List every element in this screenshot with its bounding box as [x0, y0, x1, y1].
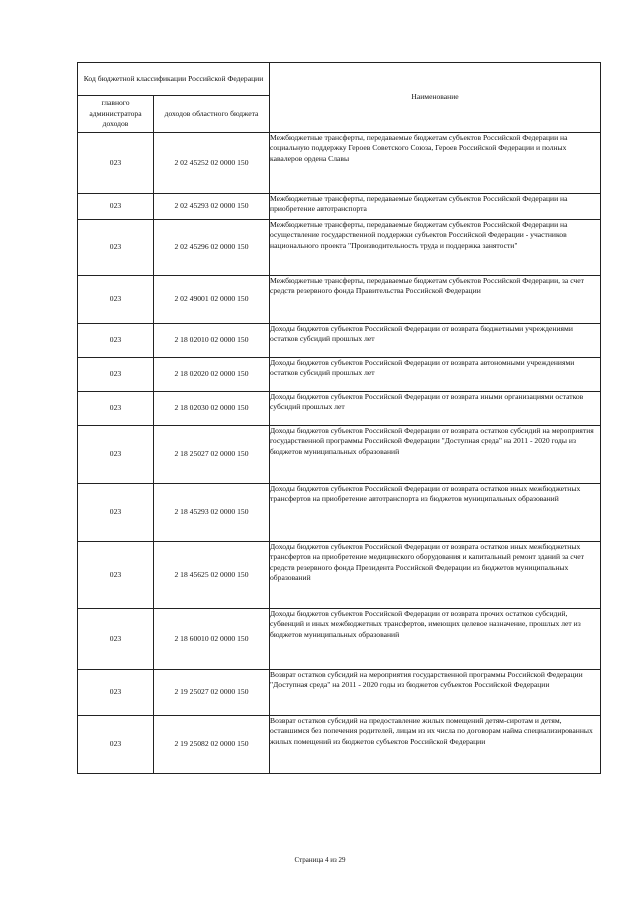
budget-classification-table [77, 62, 601, 774]
name-cell: Межбюджетные трансферты, передаваемые бюджетам субъектов Российской Федерации на приобретение автотранспорта [270, 194, 601, 220]
name-cell: Доходы бюджетов субъектов Российской Федерации от возврата иными организациями остатков субсидий прошлых лет [270, 392, 601, 426]
budget-code-cell: 2 02 45252 02 0000 150 [154, 133, 270, 194]
budget-code-cell: 2 19 25027 02 0000 150 [154, 670, 270, 716]
name-cell: Доходы бюджетов субъектов Российской Федерации от возврата остатков иных межбюджетных трансфертов на приобретение медицинского оборудования и капитальный ремонт зданий за счет средств резервного фонда Президента Российской Федерации из бюджетов муниципальных образований [270, 542, 601, 609]
admin-code-cell: 023 [78, 324, 154, 358]
budget-code-cell: 2 18 60010 02 0000 150 [154, 609, 270, 670]
budget-code-cell: 2 18 25027 02 0000 150 [154, 426, 270, 484]
table-row [78, 324, 601, 358]
admin-code-cell: 023 [78, 484, 154, 542]
header-admin: главного администратора доходов [78, 96, 154, 133]
table-row [78, 358, 601, 392]
header-income: доходов областного бюджета [154, 96, 270, 133]
table-row [78, 484, 601, 542]
header-name: Наименование [270, 63, 601, 133]
admin-code-cell: 023 [78, 609, 154, 670]
name-cell: Доходы бюджетов субъектов Российской Федерации от возврата остатков субсидий на мероприятия государственной программы Российской Федерации "Доступная среда" на 2011 - 2020 годы из бюджетов муниципальных образований [270, 426, 601, 484]
budget-code-cell: 2 18 02020 02 0000 150 [154, 358, 270, 392]
budget-code-cell: 2 19 25082 02 0000 150 [154, 716, 270, 774]
name-cell: Межбюджетные трансферты, передаваемые бюджетам субъектов Российской Федерации на социальную поддержку Героев Советского Союза, Героев Российской Федерации и полных кавалеров ордена Славы [270, 133, 601, 194]
admin-code-cell: 023 [78, 220, 154, 276]
name-cell: Межбюджетные трансферты, передаваемые бюджетам субъектов Российской Федерации на осуществление государственной поддержки субъектов Российской Федерации - участников национального проекта "Производительность труда и поддержка занятости" [270, 220, 601, 276]
budget-code-cell: 2 18 02010 02 0000 150 [154, 324, 270, 358]
table-row [78, 133, 601, 194]
budget-code-cell: 2 18 45293 02 0000 150 [154, 484, 270, 542]
name-cell: Возврат остатков субсидий на предоставление жилых помещений детям-сиротам и детям, оставшимся без попечения родителей, лицам из их числа по договорам найма специализированных жилых помещений из бюджетов субъектов Российской Федерации [270, 716, 601, 774]
table-header-row [78, 63, 601, 96]
table-row [78, 670, 601, 716]
admin-code-cell: 023 [78, 133, 154, 194]
budget-code-cell: 2 02 45293 02 0000 150 [154, 194, 270, 220]
table-row [78, 716, 601, 774]
budget-code-cell: 2 02 49001 02 0000 150 [154, 276, 270, 324]
page-number: Страница 4 из 29 [294, 856, 346, 864]
header-code-group: Код бюджетной классификации Российской Федерации [78, 63, 270, 96]
table-row [78, 426, 601, 484]
name-cell: Доходы бюджетов субъектов Российской Федерации от возврата автономными учреждениями остатков субсидий прошлых лет [270, 358, 601, 392]
budget-code-cell: 2 18 45625 02 0000 150 [154, 542, 270, 609]
admin-code-cell: 023 [78, 276, 154, 324]
admin-code-cell: 023 [78, 542, 154, 609]
name-cell: Возврат остатков субсидий на мероприятия государственной программы Российской Федерации "Доступная среда" на 2011 - 2020 годы из бюджетов субъектов Российской Федерации [270, 670, 601, 716]
name-cell: Доходы бюджетов субъектов Российской Федерации от возврата бюджетными учреждениями остатков субсидий прошлых лет [270, 324, 601, 358]
budget-code-cell: 2 02 45296 02 0000 150 [154, 220, 270, 276]
admin-code-cell: 023 [78, 392, 154, 426]
table-row [78, 392, 601, 426]
admin-code-cell: 023 [78, 426, 154, 484]
name-cell: Доходы бюджетов субъектов Российской Федерации от возврата остатков иных межбюджетных трансфертов на приобретение автотранспорта из бюджетов муниципальных образований [270, 484, 601, 542]
admin-code-cell: 023 [78, 358, 154, 392]
table-row [78, 542, 601, 609]
budget-code-cell: 2 18 02030 02 0000 150 [154, 392, 270, 426]
table-row [78, 276, 601, 324]
table-row [78, 194, 601, 220]
name-cell: Доходы бюджетов субъектов Российской Федерации от возврата прочих остатков субсидий, субвенций и иных межбюджетных трансфертов, имеющих целевое назначение, прошлых лет из бюджетов муниципальных образований [270, 609, 601, 670]
admin-code-cell: 023 [78, 716, 154, 774]
admin-code-cell: 023 [78, 670, 154, 716]
name-cell: Межбюджетные трансферты, передаваемые бюджетам субъектов Российской Федерации, за счет средств резервного фонда Правительства Российской Федерации [270, 276, 601, 324]
table-row [78, 609, 601, 670]
table-row [78, 220, 601, 276]
admin-code-cell: 023 [78, 194, 154, 220]
